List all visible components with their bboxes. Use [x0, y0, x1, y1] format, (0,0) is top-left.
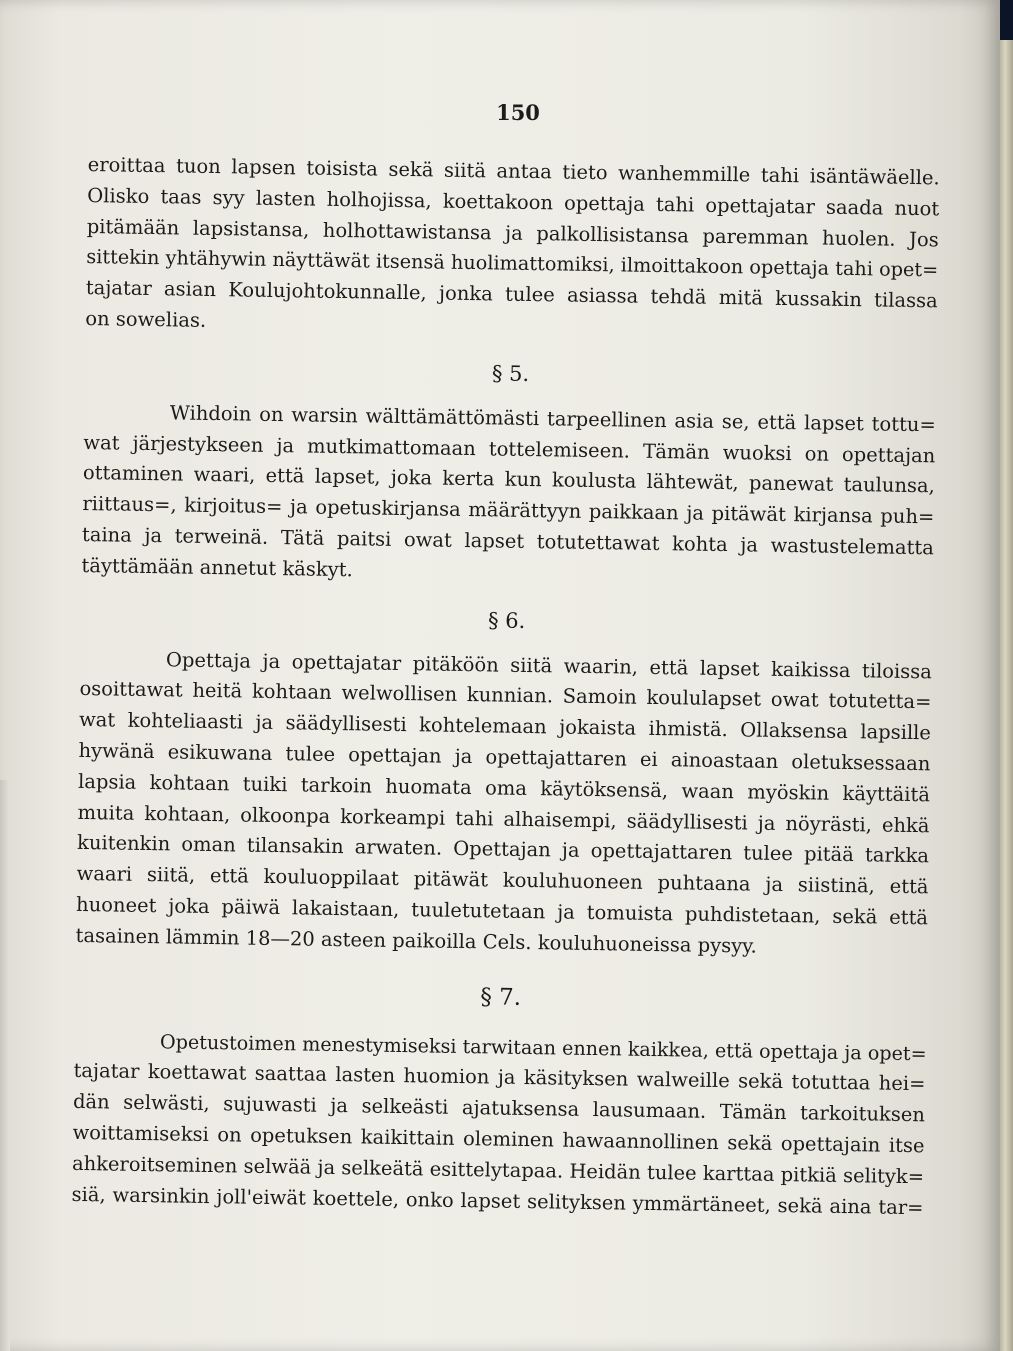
section-7-paragraph — [71, 1025, 926, 1223]
text-line: siä, warsinkin joll'eiwät koettele, onko lapset selityksen ymmärtäneet, sekä aina tar= — [71, 1182, 924, 1219]
text-line: waari siitä, että kouluoppilaat pitäwät kouluhuoneen puhtaana ja siistinä, että — [76, 862, 929, 899]
section-heading-5: § 5. — [491, 361, 530, 386]
text-line: huoneet joka päiwä lakaistaan, tuuletutetaan ja tomuista puhdistetaan, sekä että — [75, 892, 929, 930]
text-line: Opetustoimen menestymiseksi tarwitaan ennen kaikkea, että opettaja ja opet= — [159, 1029, 927, 1065]
text-line: woittamiseksi on opetuksen kaikittain oleminen hawaannollinen sekä opettajain itse — [72, 1120, 925, 1158]
section-heading-7: § 7. — [480, 983, 522, 1011]
text-line: riittaus=, kirjoitus= ja opetuskirjansa määrättyyn paikkaan ja pitäwät kirjansa puh= — [82, 492, 935, 529]
text-line: taina ja terweinä. Tätä paitsi owat lapset totutettawat kohta ja wastustelematta — [81, 522, 935, 560]
text-line: pitämään lapsistansa, holhottawistansa ja palkollisistansa paremman huolen. Jos — [86, 214, 939, 251]
text-line: hywänä esikuwana tulee opettajan ja opettajattaren ei ainoastaan oletuksessaan — [78, 738, 931, 776]
page-text — [71, 150, 940, 1224]
text-line: ottaminen waari, että lapset, joka kerta kun koulusta lähtewät, panewat taulunsa, — [82, 461, 936, 498]
text-line: tasainen lämmin 18—20 asteen paikoilla Cels. kouluhuoneissa pysyy. — [75, 923, 758, 958]
text-line: ahkeroitseminen selwää ja selkeätä esittelytapaa. Heidän tulee karttaa pitkiä selityk= — [71, 1151, 925, 1188]
intro-paragraph — [85, 150, 940, 348]
text-line: sittekin yhtähywin näyttäwät itsensä huolimattomiksi, ilmoittakoon opettaja tahi opet= — [86, 245, 939, 282]
text-line: on sowelias. — [85, 306, 207, 332]
text-line: muita kohtaan, olkoonpa korkeampi tahi alhaisempi, säädyllisesti ja nöyrästi, ehkä — [77, 800, 930, 837]
text-line: lapsia kohtaan tuiki tarkoin huomata oma käytöksensä, waan myöskin käyttäitä — [77, 769, 931, 807]
section-6-paragraph — [75, 644, 932, 965]
text-line: tajatar asian Koulujohtokunnalle, jonka tulee asiassa tehdä mitä kussakin tilassa — [85, 276, 938, 313]
page-stack-edge — [1000, 40, 1013, 1351]
text-line: kuitenkin oman tilansakin arwaten. Opettajan ja opettajattaren tulee pitää tarkka — [76, 831, 930, 868]
page-number: 150 — [496, 100, 540, 125]
text-line: dän selwästi, sujuwasti ja selkeästi ajatuksensa lausumaan. Tämän tarkoituksen — [72, 1090, 926, 1127]
section-heading-6: § 6. — [487, 607, 526, 633]
text-line: Wihdoin on warsin wälttämättömästi tarpeellinen asia se, että lapset tottu= — [169, 401, 936, 437]
text-line: wat kohteliaasti ja säädyllisesti kohtelemaan jokaista ihmistä. Ollaksensa lapsille — [78, 708, 932, 745]
text-line: Olisko taas syy lasten holhojissa, koettakoon opettaja tahi opettajatar saada nuot — [87, 183, 940, 221]
left-page-edge — [0, 780, 10, 1351]
text-line: Opettaja ja opettajatar pitäköön siitä waarin, että lapset kaikissa tiloissa — [165, 647, 933, 683]
text-line: wat järjestykseen ja mutkimattomaan tottelemiseen. Tämän wuoksi on opettajan — [83, 430, 936, 467]
section-5-paragraph — [81, 397, 936, 595]
text-line: eroittaa tuon lapsen toisista sekä siitä antaa tieto wanhemmille tahi isäntäwäelle. — [87, 152, 940, 190]
text-line: tajatar koettawat saattaa lasten huomion ja käsityksen walweille sekä totuttaa hei= — [73, 1059, 926, 1096]
text-line: täyttämään annetut käskyt. — [81, 553, 353, 581]
text-line: osoittawat heitä kohtaan welwollisen kunnian. Samoin koululapset owat totutetta= — [79, 677, 932, 714]
